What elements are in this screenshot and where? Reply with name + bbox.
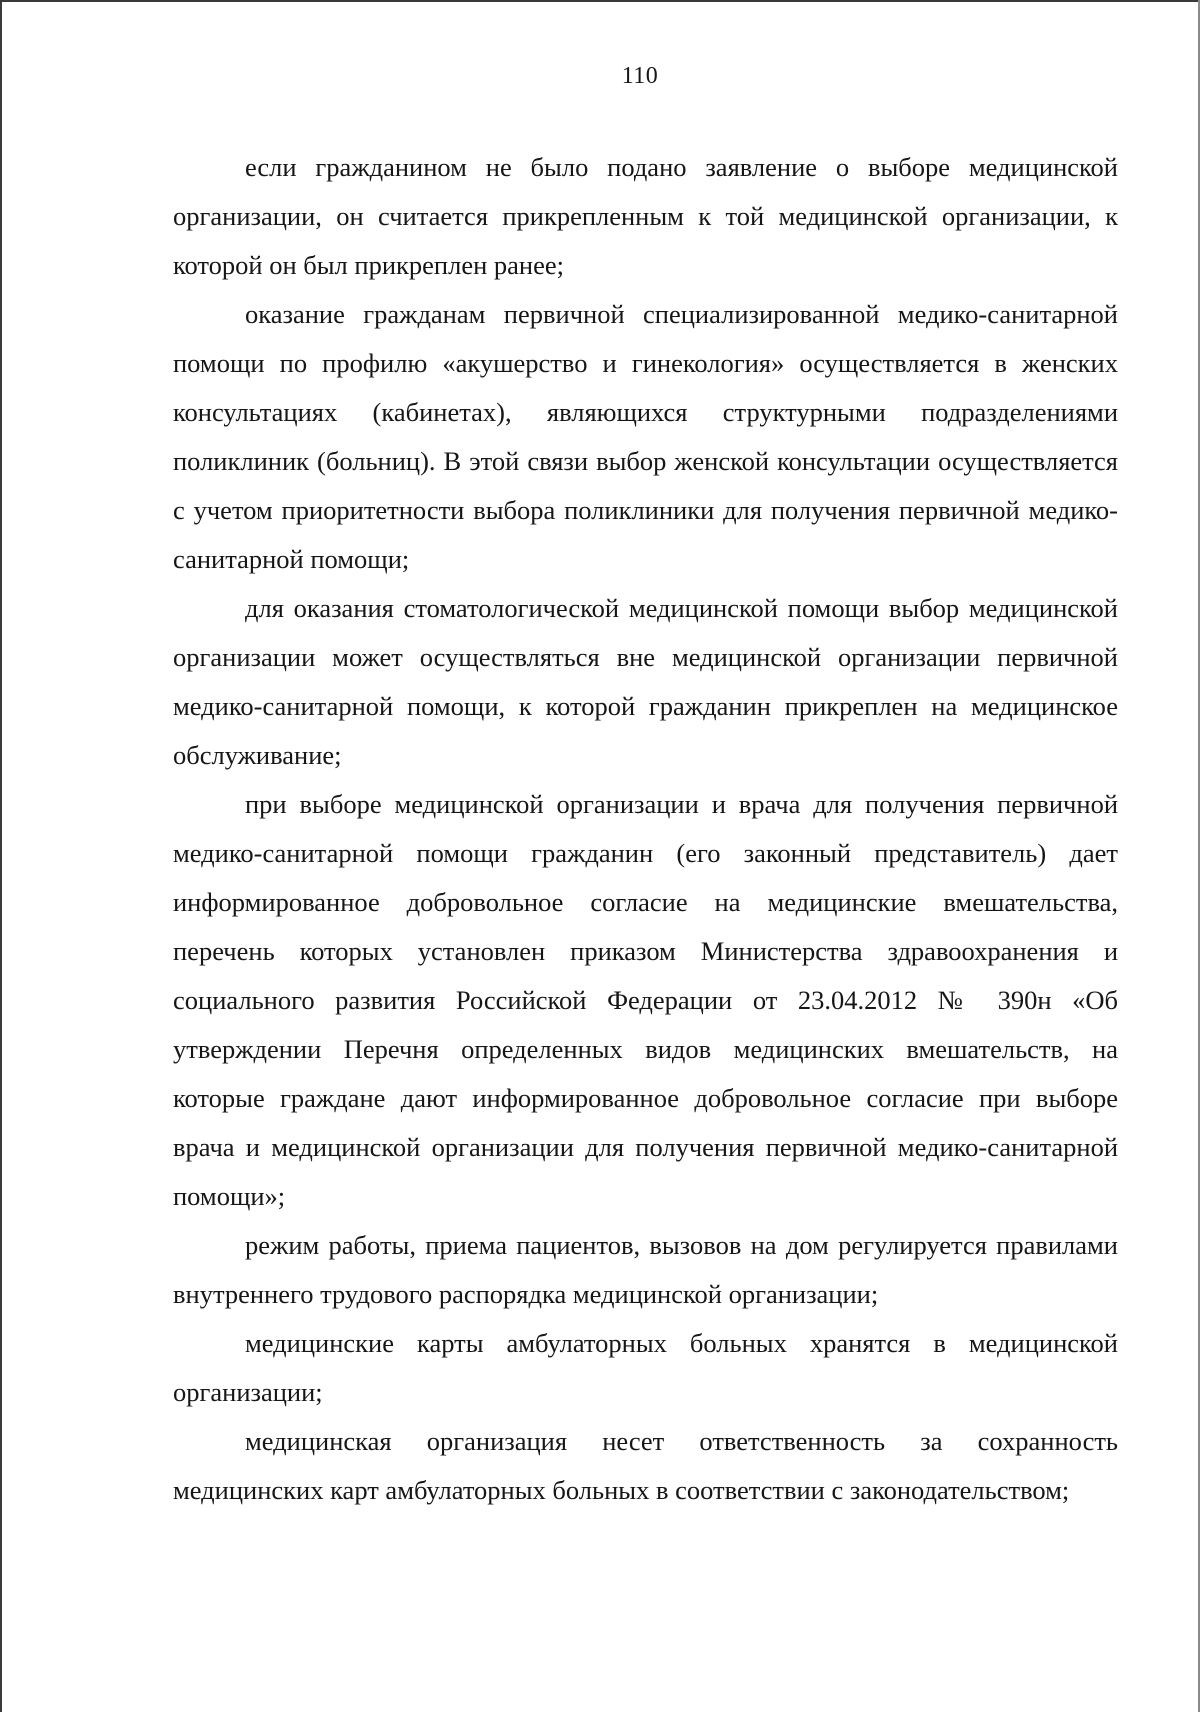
paragraph-records-responsibility: медицинская организация несет ответственность за сохранность медицинских карт амбулаторных больных в соответствии с законодательством; (173, 1426, 1118, 1505)
paragraph-work-schedule: режим работы, приема пациентов, вызовов на дом регулируется правилами внутреннего трудового распорядка медицинской организации; (173, 1230, 1118, 1309)
paragraph-medical-records-storage: медицинские карты амбулаторных больных хранятся в медицинской организации; (173, 1328, 1118, 1407)
scan-edge-left (0, 0, 2, 1712)
paragraph-attachment-default: если гражданином не было подано заявление о выборе медицинской организации, он считается прикрепленным к той медицинской организации, к которой он был прикреплен ранее; (173, 152, 1118, 280)
document-body (173, 143, 1118, 1515)
paragraph-obstetrics-gynecology: оказание гражданам первичной специализированной медико-санитарной помощи по профилю «акушерство и гинекология» осуществляется в женских консультациях (кабинетах), являющихся структурными подразделениями поликлиник (больниц). В этой связи выбор женской консультации осуществляется с учетом приоритетности выбора поликлиники для получения первичной медико-санитарной помощи; (173, 299, 1118, 574)
paragraph-informed-consent: при выборе медицинской организации и врача для получения первичной медико-санитарной помощи гражданин (его законный представитель) дает информированное добровольное согласие на медицинские вмешательства, перечень которых установлен приказом Министерства здравоохранения и социального развития Российской Федерации от 23.04.2012 № 390н «Об утверждении Перечня определенных видов медицинских вмешательств, на которые граждане дают информированное добровольное согласие при выборе врача и медицинской организации для получения первичной медико-санитарной помощи»; (173, 789, 1118, 1211)
paragraph-dental-care: для оказания стоматологической медицинской помощи выбор медицинской организации может осуществляться вне медицинской организации первичной медико-санитарной помощи, к которой гражданин прикреплен на медицинское обслуживание; (173, 593, 1118, 770)
page-number: 110 (621, 63, 659, 89)
scan-edge-top (0, 0, 1200, 2)
